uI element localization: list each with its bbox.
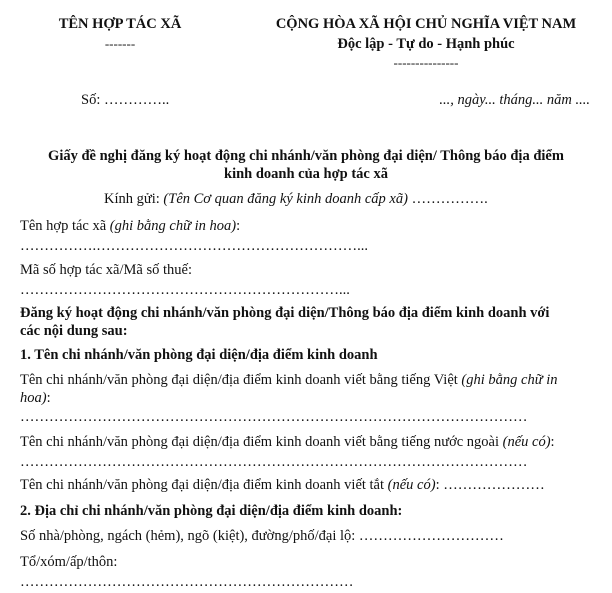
document-title-line2: kinh doanh của hợp tác xã (224, 166, 388, 182)
org-name-underline: ------- (104, 36, 136, 51)
coop-name-field (20, 218, 240, 235)
national-motto: Độc lập - Tự do - Hạnh phúc (337, 36, 515, 52)
coop-name-hint: (ghi bằng chữ in hoa) (109, 218, 237, 234)
document-date: ..., ngày... tháng... năm .... (439, 92, 590, 108)
coop-name-label: Tên hợp tác xã (20, 218, 110, 234)
document-title-line1: Giấy đề nghị đăng ký hoạt động chi nhánh/văn phòng đại diện/ Thông báo địa điểm (48, 148, 564, 164)
document-number: Số: ………….. (81, 92, 170, 108)
branch-name-abbr-hint: (nếu có) (387, 477, 436, 493)
house-address-label: Số nhà/phòng, ngách (hẻm), ngõ (kiệt), đường/phố/đại lộ: (20, 528, 359, 544)
branch-name-foreign-colon: : (550, 434, 555, 450)
section2-heading: 2. Địa chỉ chi nhánh/văn phòng đại diện/địa điểm kinh doanh: (20, 503, 403, 519)
branch-name-vietnamese-field (20, 372, 558, 389)
recipient-label: Kính gửi: (104, 191, 164, 207)
hamlet-dots: …………………………………………………………… (20, 574, 354, 590)
branch-name-vietnamese-hint: (ghi bằng chữ in (461, 372, 558, 388)
house-address-dots: ………………………… (358, 528, 504, 544)
motto-underline: --------------- (393, 55, 459, 70)
tax-code-dots: …………………………………………………………... (20, 282, 350, 298)
branch-name-abbr-field (20, 477, 545, 494)
org-name: TÊN HỢP TÁC XÃ (58, 16, 182, 32)
branch-name-abbr-dots: : ………………… (435, 477, 545, 493)
country-name: CỘNG HÒA XÃ HỘI CHỦ NGHĨA VIỆT NAM (275, 16, 577, 32)
branch-name-foreign-hint: (nếu có) (502, 434, 551, 450)
branch-name-abbr-label: Tên chi nhánh/văn phòng đại diện/địa điểm kinh doanh viết tắt (20, 477, 388, 493)
coop-name-dots: …………….………………………………………………... (20, 238, 368, 254)
branch-name-foreign-field (20, 434, 555, 451)
house-address-field (20, 528, 504, 545)
branch-name-foreign-dots: …………………………………………………………………………………………… (20, 454, 528, 470)
register-heading-line2: các nội dung sau: (20, 323, 128, 339)
coop-name-colon: : (236, 218, 241, 234)
branch-name-vietnamese-label: Tên chi nhánh/văn phòng đại diện/địa điểm kinh doanh viết bằng tiếng Việt (20, 372, 462, 388)
branch-name-foreign-label: Tên chi nhánh/văn phòng đại diện/địa điểm kinh doanh viết bằng tiếng nước ngoài (20, 434, 503, 450)
hamlet-label: Tổ/xóm/ấp/thôn: (20, 554, 118, 570)
tax-code-label: Mã số hợp tác xã/Mã số thuế: (20, 262, 192, 278)
register-heading-line1: Đăng ký hoạt động chi nhánh/văn phòng đại diện/Thông báo địa điểm kinh doanh với (20, 305, 550, 321)
branch-name-vietnamese-dots: …………………………………………………………………………………………… (20, 409, 528, 425)
branch-name-vietnamese-hint-end: hoa) (20, 390, 47, 406)
recipient-authority: (Tên Cơ quan đăng ký kinh doanh cấp xã) (163, 191, 408, 207)
branch-name-vietnamese-colon: : (46, 390, 51, 406)
branch-name-vietnamese-hint-cont (20, 390, 51, 407)
section1-heading: 1. Tên chi nhánh/văn phòng đại diện/địa điểm kinh doanh (20, 347, 378, 363)
recipient-line (104, 191, 488, 208)
recipient-dots: ……………. (407, 191, 488, 207)
